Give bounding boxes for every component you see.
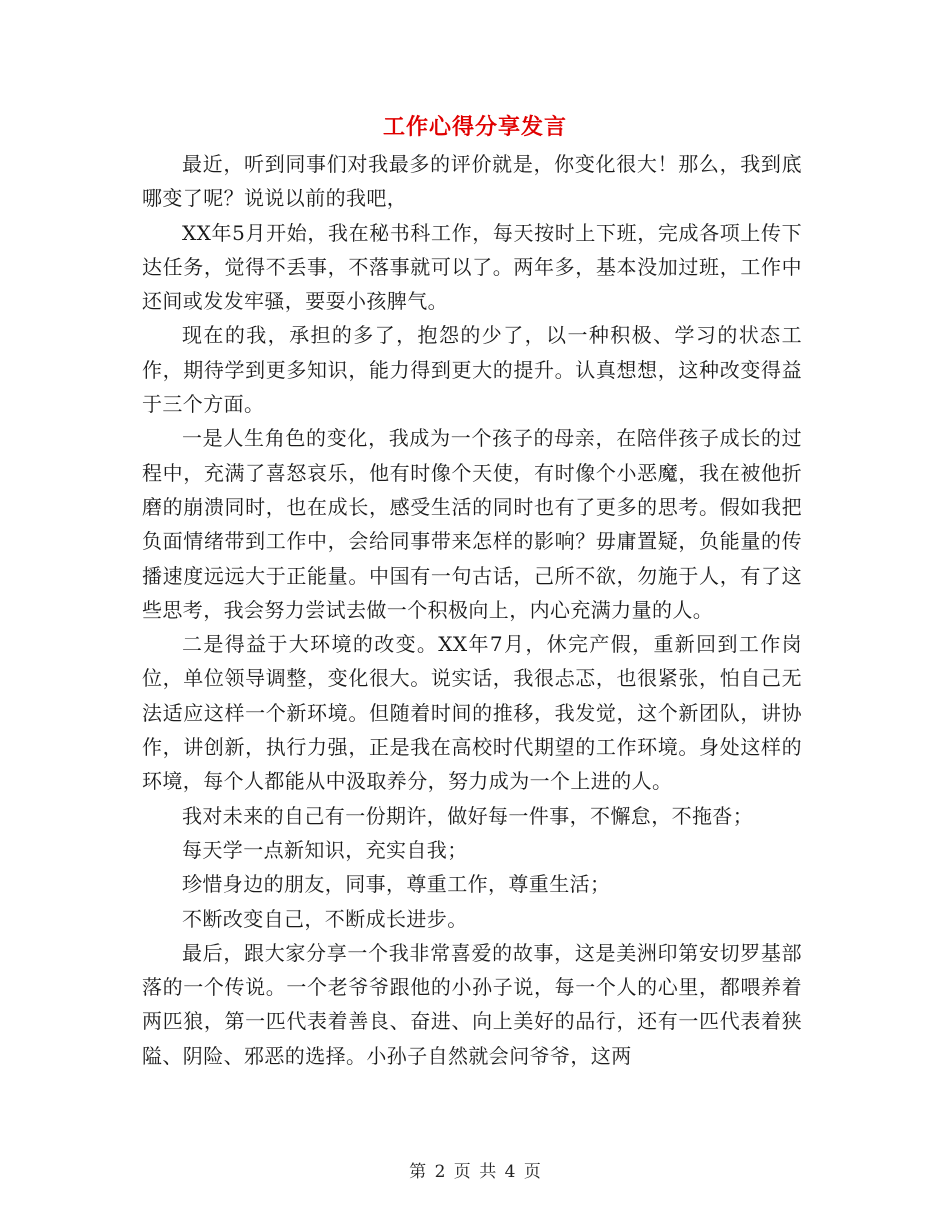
paragraph: 最近，听到同事们对我最多的评价就是，你变化很大！那么，我到底哪变了呢？说说以前的我吧， [142, 152, 802, 211]
paragraph: 现在的我，承担的多了，抱怨的少了，以一种积极、学习的状态工作，期待学到更多知识，能力得到更大的提升。认真想想，这种改变得益于三个方面。 [142, 323, 802, 417]
document-title: 工作心得分享发言 [382, 114, 567, 140]
paragraph: XX年5月开始，我在秘书科工作，每天按时上下班，完成各项上传下达任务，觉得不丢事，不落事就可以了。两年多，基本没加过班，工作中还间或发发牢骚，要耍小孩脾气。 [142, 220, 802, 314]
document-body [142, 147, 802, 1073]
paragraph: 珍惜身边的朋友，同事，尊重工作，尊重生活； [182, 872, 611, 897]
paragraph: 最后，跟大家分享一个我非常喜爱的故事，这是美洲印第安切罗基部落的一个传说。一个老爷爷跟他的小孙子说，每一个人的心里，都喂养着两匹狼，第一匹代表着善良、奋进、向上美好的品行，还有一匹代表着狭隘、阴险、邪恶的选择。小孙子自然就会问爷爷，这两 [142, 940, 802, 1068]
paragraph: 不断改变自己，不断成长进步。 [182, 906, 468, 931]
paragraph: 每天学一点新知识，充实自我； [182, 837, 468, 862]
paragraph: 我对未来的自己有一份期许，做好每一件事，不懈怠，不拖沓； [182, 803, 754, 828]
paragraph: 二是得益于大环境的改变。XX年7月，休完产假，重新回到工作岗位，单位领导调整，变化很大。说实话，我很忐忑，也很紧张，怕自己无法适应这样一个新环境。但随着时间的推移，我发觉，这个新团队，讲协作，讲创新，执行力强，正是我在高校时代期望的工作环境。身处这样的环境，每个人都能从中汲取养分，努力成为一个上进的人。 [142, 632, 802, 794]
paragraph: 一是人生角色的变化，我成为一个孩子的母亲，在陪伴孩子成长的过程中，充满了喜怒哀乐，他有时像个天使，有时像个小恶魔，我在被他折磨的崩溃同时，也在成长，感受生活的同时也有了更多的思考。假如我把负面情绪带到工作中，会给同事带来怎样的影响？毋庸置疑，负能量的传播速度远远大于正能量。中国有一句古话，己所不欲，勿施于人，有了这些思考，我会努力尝试去做一个积极向上，内心充满力量的人。 [142, 426, 802, 622]
page-footer: 第 2 页 共 4 页 [409, 1162, 541, 1182]
